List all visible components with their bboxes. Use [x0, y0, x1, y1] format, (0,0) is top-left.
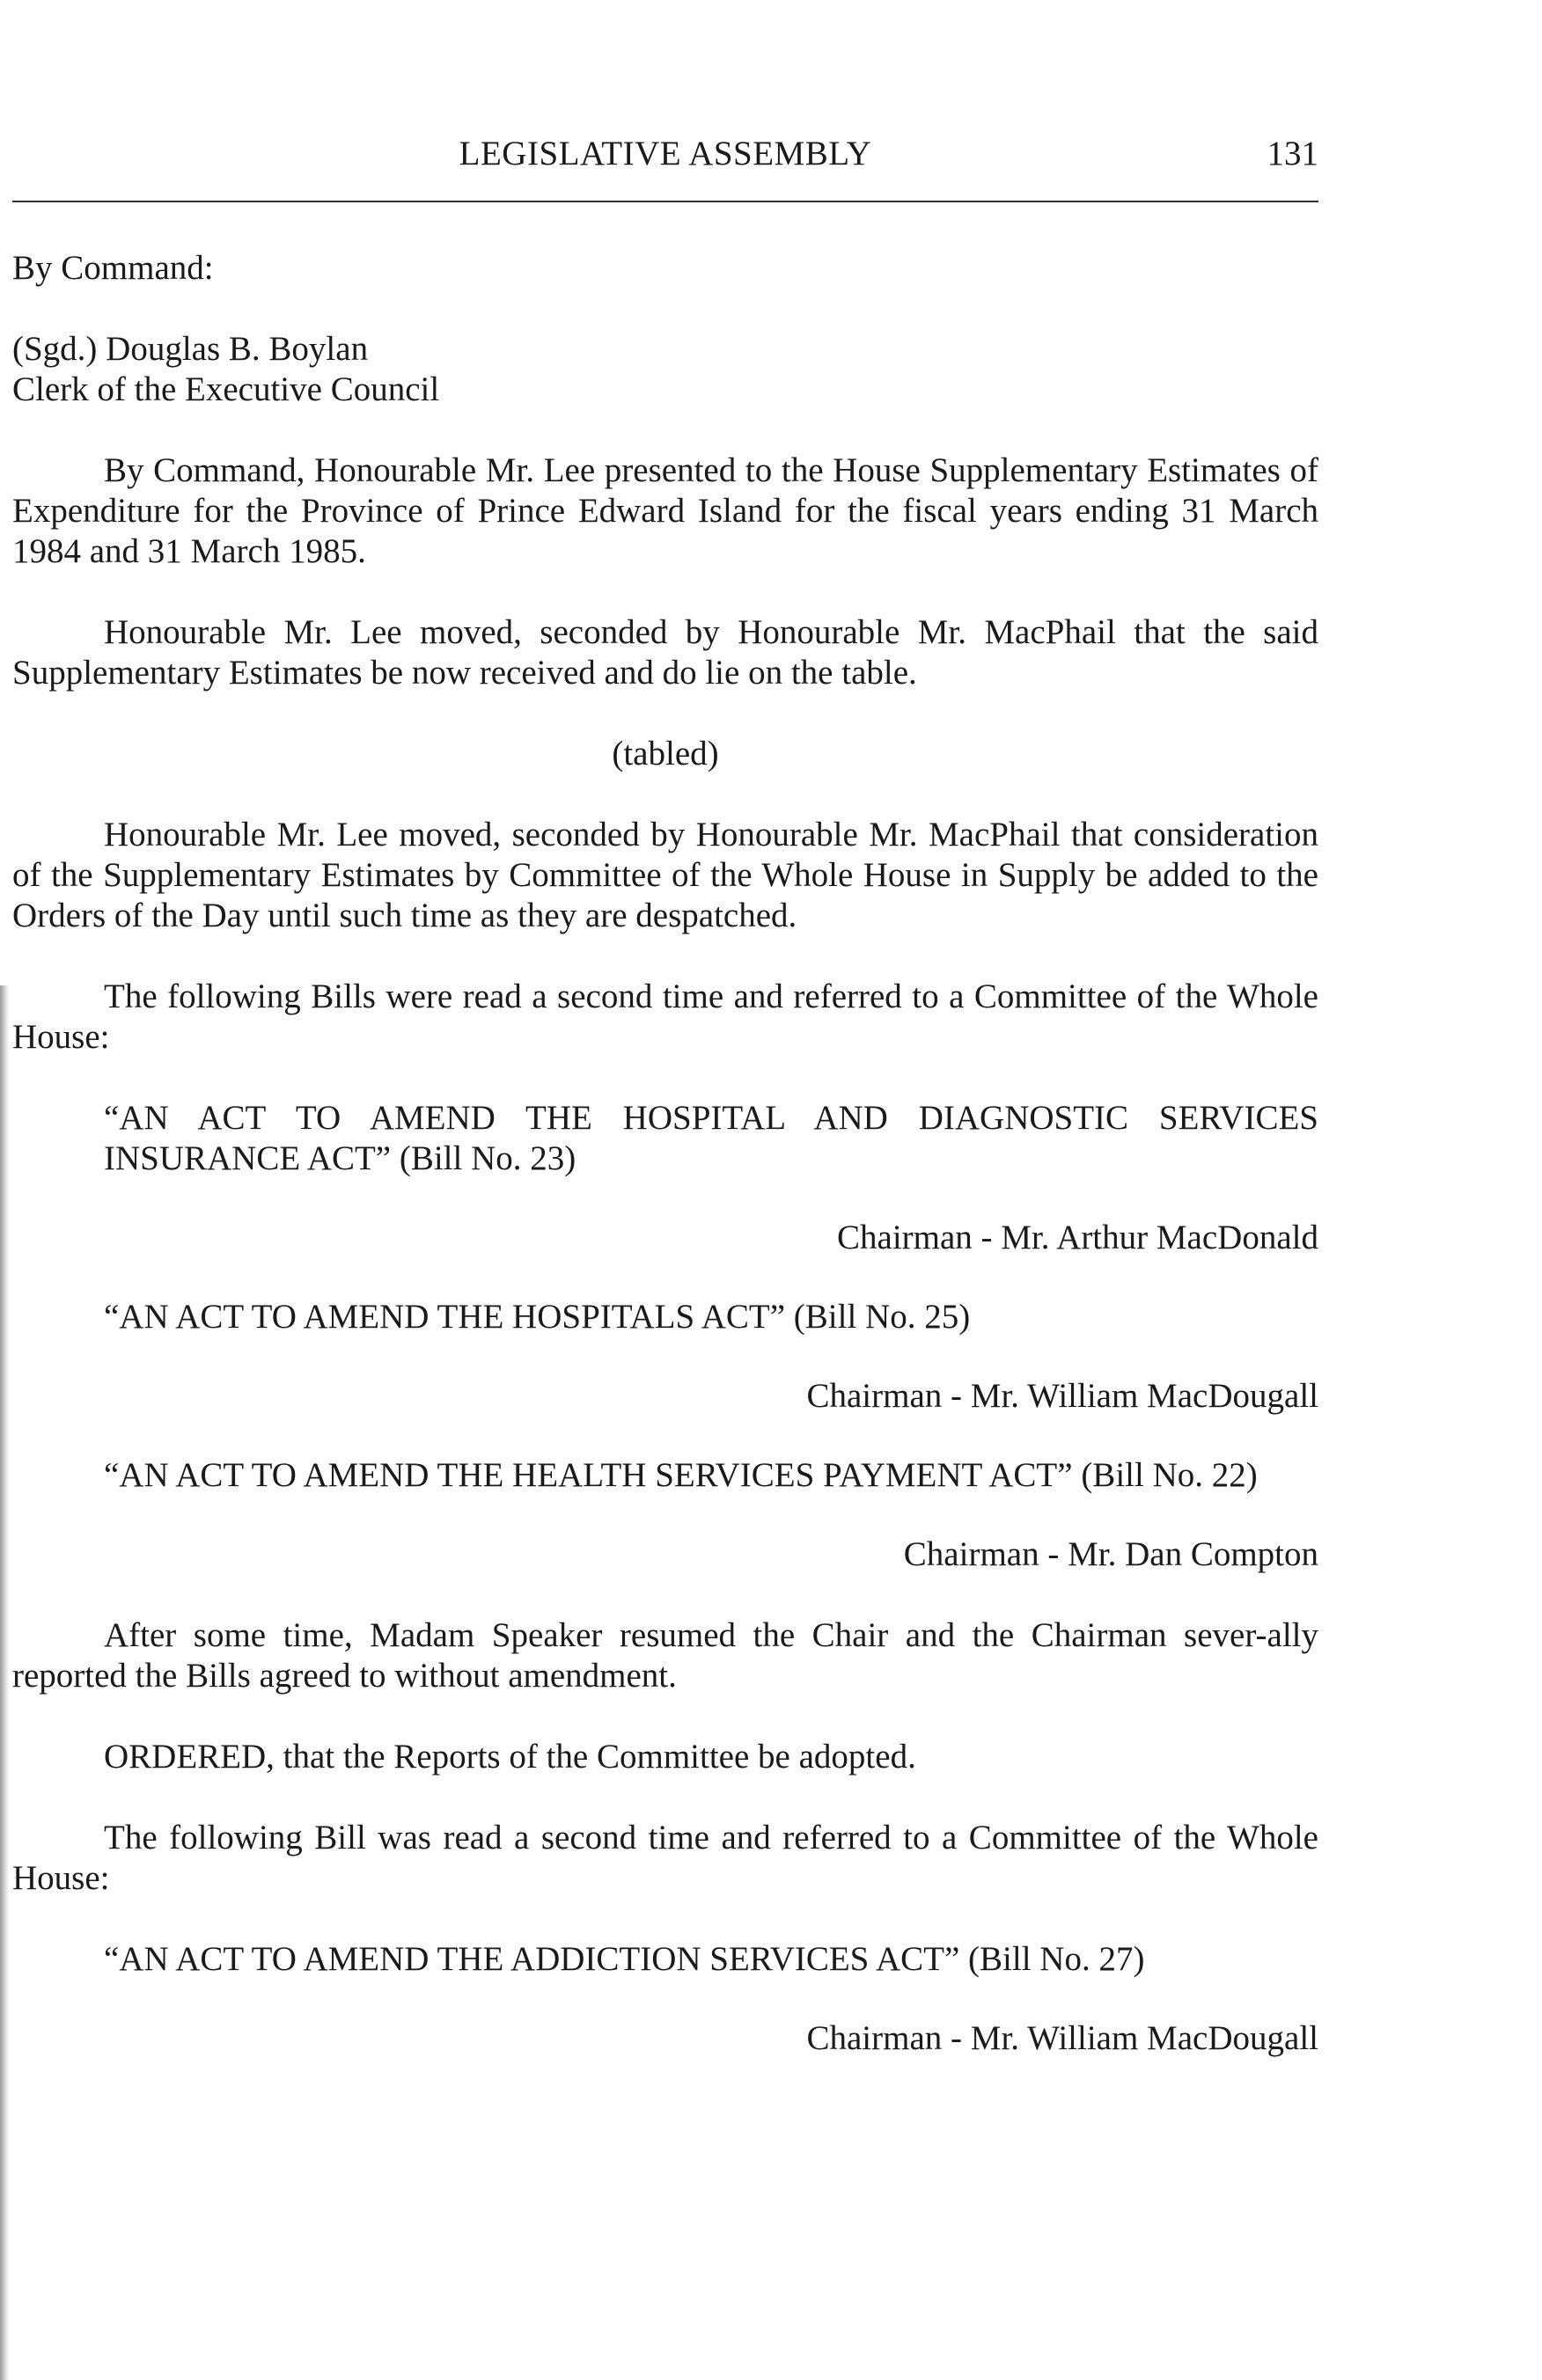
paragraph-bill-second-reading: The following Bill was read a second time and referred to a Committee of the Whole House: — [12, 1819, 1318, 1897]
bill-title-22: “AN ACT TO AMEND THE HEALTH SERVICES PAYMENT ACT” (Bill No. 22) — [104, 1456, 1258, 1494]
paragraph-after-some-time: After some time, Madam Speaker resumed the Chair and the Chairman sever-ally reported the Bills agreed to without amendment. — [12, 1616, 1318, 1695]
signature-title: Clerk of the Executive Council — [12, 370, 440, 408]
bill-title-25: “AN ACT TO AMEND THE HOSPITALS ACT” (Bill No. 25) — [104, 1298, 971, 1336]
paragraph-motion-received: Honourable Mr. Lee moved, seconded by Honourable Mr. MacPhail that the said Supplementary Estimates be now received and do lie on the table. — [12, 613, 1318, 692]
bill-title-27: “AN ACT TO AMEND THE ADDICTION SERVICES ACT” (Bill No. 27) — [104, 1940, 1145, 1978]
paragraph-motion-consideration: Honourable Mr. Lee moved, seconded by Honourable Mr. MacPhail that consideration of the Supplementary Estimates by Committee of the Whole House in Supply be added to the Orders of the Day until such time as they are despatched. — [12, 816, 1318, 934]
chairman-bill-23: Chairman - Mr. Arthur MacDonald — [837, 1219, 1318, 1256]
page-edge-shadow — [0, 985, 9, 2380]
paragraph-bills-second-reading: The following Bills were read a second time and referred to a Committee of the Whole House: — [12, 978, 1318, 1056]
chairman-bill-27: Chairman - Mr. William MacDougall — [806, 2019, 1318, 2057]
header-rule — [12, 201, 1318, 202]
tabled-note: (tabled) — [612, 735, 719, 773]
chairman-bill-25: Chairman - Mr. William MacDougall — [806, 1377, 1318, 1415]
paragraph-estimates-presented: By Command, Honourable Mr. Lee presented to the House Supplementary Estimates of Expenditure for the Province of Prince Edward Island for the fiscal years ending 31 March 1984 and 31 March 1985. — [12, 451, 1318, 570]
by-command-label: By Command: — [12, 249, 214, 287]
paragraph-ordered: ORDERED, that the Reports of the Committee be adopted. — [104, 1738, 916, 1776]
page-header — [12, 134, 1318, 187]
chairman-bill-22: Chairman - Mr. Dan Compton — [903, 1535, 1318, 1573]
bill-title-23: “AN ACT TO AMEND THE HOSPITAL AND DIAGNOSTIC SERVICES INSURANCE ACT” (Bill No. 23) — [104, 1099, 1318, 1177]
running-head: LEGISLATIVE ASSEMBLY — [459, 135, 872, 172]
document-page — [12, 0, 1318, 2059]
page-number: 131 — [1267, 135, 1318, 172]
signature-name: (Sgd.) Douglas B. Boylan — [12, 330, 369, 368]
